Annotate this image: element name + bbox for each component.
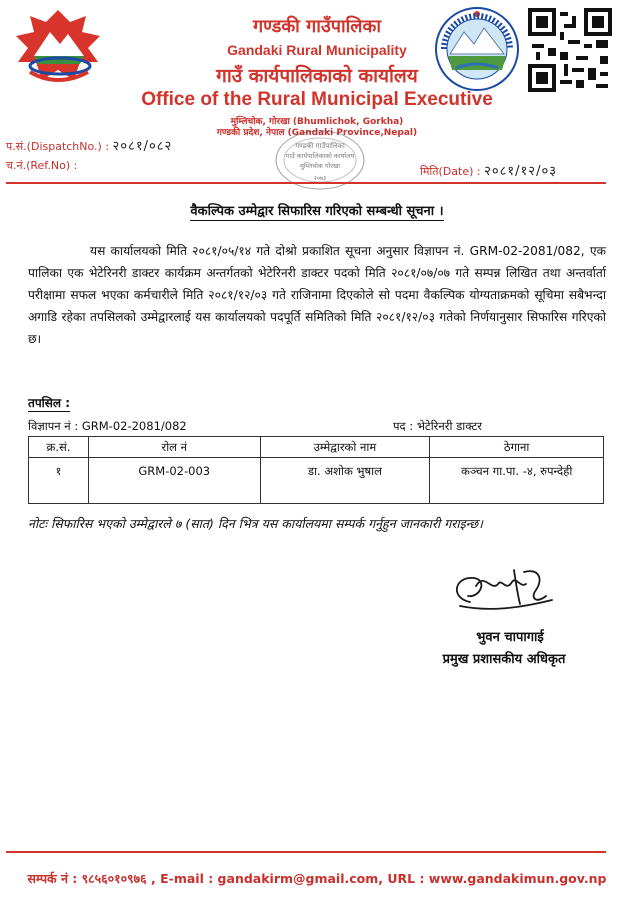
- footer-contact: सम्पर्क नं : ९८५६०१०९७६ , E-mail : gandakirm@gmail.com, URL : www.gandakimun.gov.np: [27, 871, 607, 886]
- roll-number-cell: GRM-02-003: [88, 458, 260, 504]
- column-header: रोल नं: [88, 437, 260, 458]
- notice-subject: [0, 201, 634, 219]
- address-line-2: गण्डकी प्रदेश, नेपाल (Gandaki Province,Nepal): [216, 128, 418, 138]
- office-name-nepali: गाउँ कार्यपालिकाको कार्यालय: [216, 65, 418, 87]
- date-value: २०८१/१२/०३: [484, 164, 557, 179]
- footer-divider: [6, 851, 606, 853]
- seal-text-line: मुम्लिचोक गोरखा: [300, 162, 340, 170]
- office-name-english: Office of the Rural Municipal Executive: [141, 89, 493, 110]
- table-header-row: [29, 437, 604, 458]
- seal-text-line: गण्डकी गाउँपालिका: [295, 142, 345, 150]
- candidate-name-cell: डा. अशोक भुषाल: [260, 458, 430, 504]
- header-divider: [6, 182, 606, 184]
- seal-text-line: गाउँ कार्यपालिकाको कार्यालय: [285, 152, 355, 160]
- address-cell: कञ्चन गा.पा. -४, रुपन्देही: [430, 458, 604, 504]
- candidate-table: [28, 436, 604, 504]
- municipality-name-nepali: गण्डकी गाउँपालिका: [253, 16, 381, 37]
- column-header: उम्मेद्वारको नाम: [260, 437, 430, 458]
- notice-subject-text: वैकल्पिक उम्मेद्वार सिफारिस गरिएको सम्बन्धी सूचना ।: [190, 204, 444, 219]
- address-line-1: मुम्लिचोक, गोरखा (Bhumlichok, Gorkha): [230, 117, 404, 127]
- reference-number: [6, 158, 77, 173]
- date-label: मिति(Date) :: [420, 165, 481, 178]
- ref-label: च.नं.(Ref.No) :: [6, 159, 78, 172]
- serial-number-cell: १: [29, 458, 89, 504]
- column-header: क्र.सं.: [29, 437, 89, 458]
- seal-text-line: २०७३: [313, 175, 327, 182]
- signatory-title: प्रमुख प्रशासकीय अधिकृत: [442, 652, 566, 667]
- dispatch-label: प.सं.(DispatchNo.) :: [6, 140, 110, 153]
- dispatch-number: [6, 136, 172, 154]
- notice-paragraph: यस कार्यालयको मिति २०८१/०५/१४ गते दोश्रो प्रकाशित सूचना अनुसार विज्ञापन नं. GRM-02-2081/082, एक पालिका एक भेटेरिनरी डाक्टर कार्यक्रम अन्तर्गतको भेटेरिनरी डाक्टर पदको मिति २०८१/०७/०७ गते सम्पन्न लिखित तथा अन्तर्वार्ता परीक्षामा सफल भएका कर्मचारीले मिति २०८१/१२/०३ गते राजिनामा दिएकोले सो पदमा वैकल्पिक योग्यताक्रमको सूचिमा सबैभन्दा अगाडि रहेका तपसिलको उम्मेद्वारलाई यस कार्यालयको पदपूर्ति समितिको मिति २०८१/१२/०३ गतेको निर्णयानुसार सिफारिस गरिएको छ।: [28, 244, 606, 346]
- notice-note: नोटः सिफारिस भएको उम्मेद्वारले ७ (सात) दिन भित्र यस कार्यालयमा सम्पर्क गर्नुहुन जानकारी गराइन्छ।: [28, 516, 483, 531]
- handwritten-signature: [440, 562, 560, 616]
- table-row: [29, 458, 604, 504]
- document-date: [420, 161, 557, 179]
- signatory-name: भुवन चापागाई: [476, 630, 544, 645]
- municipality-name-english: Gandaki Rural Municipality: [227, 42, 407, 58]
- dispatch-value: २०८१/०८२: [112, 139, 173, 154]
- position-title: पद : भेटेरिनरी डाक्टर: [393, 419, 483, 433]
- details-heading: तपसिल :: [28, 396, 70, 410]
- column-header: ठेगाना: [430, 437, 604, 458]
- advertisement-number: विज्ञापन नं : GRM-02-2081/082: [28, 419, 187, 433]
